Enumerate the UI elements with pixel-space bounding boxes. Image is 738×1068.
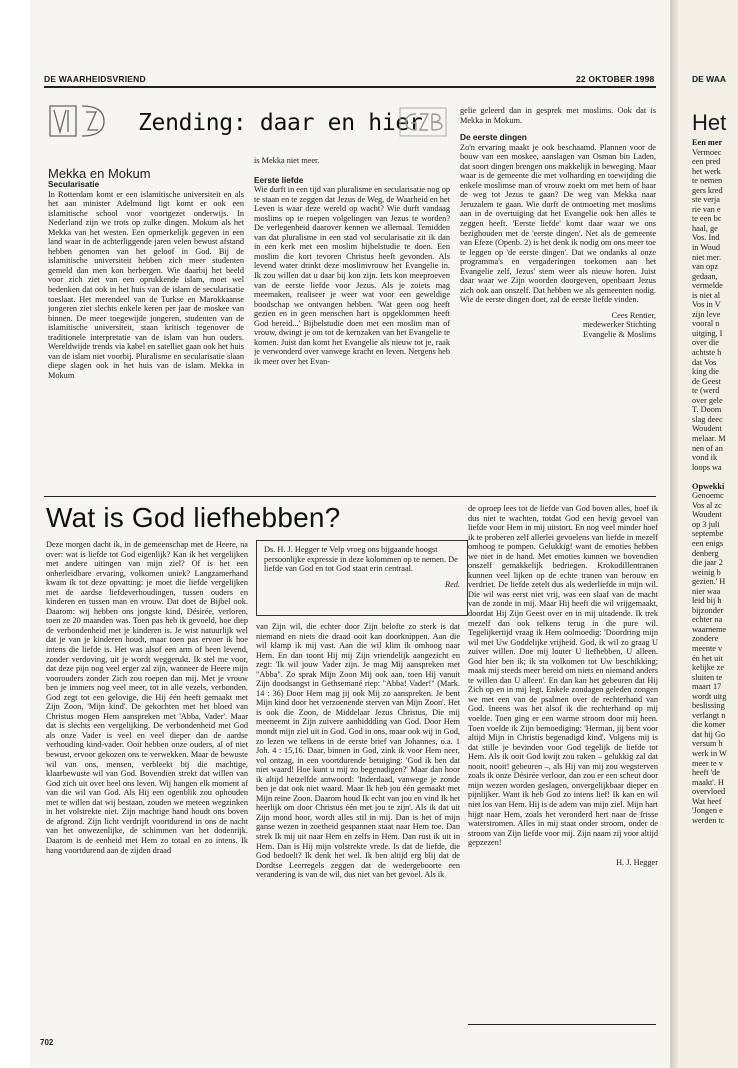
next-page-line: te een bc	[692, 214, 722, 224]
article1-heading: Mekka en Mokum	[48, 166, 151, 181]
article2-text-3: de oproep lees tot de liefde van God boven alles, hoef ik dus niet te wachten, totdat God een hevig gevoel van liefde voor Hem in mij uitstort. En nog veel minder hoef ik te proberen zelf allerlei gevoelens van liefde in mezelf omhoog te pompen. Gelukkig! want de emoties hebben we niet in de hand. Met emoties kunnen we bovendien onszelf gemakkelijk bedriegen. Krokodillentranen kunnen veel lijken op de echte tranen van berouw en verdriet. De liefde zetelt dus als wederliefde in mijn wil. Die wil was eerst niet vrij, was een slaaf van de macht van de zonde in mij. Maar Hij heeft die wil vrijgemaakt, doordat Hij Zijn Geest over en in mij uitadende. Ik trek mezelf dan ook telkens terug in die pure wil. Tegelijkertijd vraag ik Hem oolmoedig: 'Doordring mijn wil met Uw Goddelijke vrijheid. God, ik wil zo graag U zuiver willen. Doe mij louter U liefhebben, U alleen. God hier ben ik; ik sta volkomen tot Uw beschikking; maak mij steeds meer bereid om niets en niemand anders te willen dan U alleen'. En dan kan het gebeuren dat Hij Zich op en in mij legt. Enkele zondagen geleden zongen we met een van de psalmen over de rechterhand van God. Ineens was het alsof ik die rechterhand op mij voelde. Toen ging er een warme stroom door mij heen. Toen voelde ik Zijn bemoediging: 'Herman, jij bent voor altijd Mijn in Christis begenadigd kind'. Volgens mij is dat stille je bevinden voor God tegelijk de liefde tot Hem. Als ik ooit God kwijt zou raken – gelukkig zal dat nooit, nooit! gebeuren –, als Hij van mij zou wegsterven zoals ik onze Désirée verloor, dan zou er een scheut door mijn wezen worden geslagen, onvergelijkbaar dieper en pijnlijker. Want ik heb God zo intens lief! Ik kan en wil niet los van Hem. Hij is de adem van mijn ziel. Mijn hart hijgt naar Hem, zoals het veronderd hert naar de frisse waterstromen. Alles in mij staat onder stroom, onder de stroom van Zijn liefde voor mij. Zijn naam zij voor altijd gepzezen!	[468, 504, 658, 848]
next-page-line: niet mer.	[692, 252, 722, 262]
next-page-line: rie van e	[692, 204, 721, 214]
next-page-line: melaar. M	[692, 433, 726, 443]
article1-text-3-lead: gelie geleerd dan in gesprek met moslims. Ook dat is Mekka in Mokum.	[460, 106, 656, 125]
next-page-line: vond ik	[692, 453, 718, 463]
next-page-line: nen of an	[692, 443, 723, 453]
next-page-line: uitging, I	[692, 328, 723, 338]
next-page-line: gedaan,	[692, 271, 718, 281]
next-page-line: sluiten te	[692, 672, 723, 682]
next-page-line: heeft 'de	[692, 768, 720, 778]
next-page-line: over die	[692, 338, 719, 348]
next-page-line: dat Vos	[692, 357, 717, 367]
banner-title: Zending: daar en hier	[138, 110, 423, 136]
article1-text-1: In Rotterdam komt er een islamitische universiteit en als het aan minister Adelmund ligt komt er ook een islamitische school voor voortgezet onderwijs. In Nederland zijn we trots op zulke dingen. Mokum als het Mekka van het westen. Een opmerkelijk gegeven in een land waar in de achterliggende jaren velen bewust afstand hebben genomen van het geloof in God. Bij de islamitische universiteit hebben zich meer studenten gemeld dan men kon herbergen. Wie daarbij het beeld voor zich ziet van een oprukkende islam, moet wel bedenken dat ook in het huis van de islam de secularisatie toeslaat. Het merendeel van de Turkse en Marokkaanse jongeren ziet slechts enkele keren per jaar de moskee van binnen. De meer toegewijde jongeren, studenten van de islamitische universiteit, staan kritisch tegenover de traditionele interpretatie van de islam van hun ouders. Wereldwijde trends via kabel en satelliet gaan ook het huis van de islam niet voorbij. Pluralisme en secularisatie slaan diepe slagen ook in het huis van de islam. Mekka in Mokum	[48, 189, 244, 380]
next-page-column	[692, 138, 738, 825]
next-page-line: Vos. Ind	[692, 233, 720, 243]
next-page-line: denberg	[692, 548, 719, 558]
column-end-rule	[468, 1024, 656, 1025]
next-page-line: echter na	[692, 615, 723, 625]
next-page-line: zondere	[692, 634, 719, 644]
editorial-note-signature: Red.	[445, 579, 460, 589]
article1-column-3	[460, 106, 656, 492]
next-page-title: Het	[692, 110, 727, 135]
next-page-line: te nemen	[692, 176, 723, 186]
next-page-line: weinig b	[692, 567, 721, 577]
next-page-line: de Geest	[692, 376, 721, 386]
gzb-logo-icon	[396, 104, 450, 140]
next-page-line: T. Doom	[692, 405, 722, 415]
article2-column-1	[46, 540, 248, 1030]
next-page-line: bijzonder	[692, 605, 724, 615]
next-page-line: Wat heef	[692, 796, 722, 806]
article1-column-1	[48, 180, 244, 492]
next-page-line: het werk	[692, 166, 721, 176]
editorial-note-box	[256, 540, 468, 616]
next-page-line: op 3 juli	[692, 519, 720, 529]
next-page-line: zijn leve	[692, 309, 721, 319]
next-page-line: achtste h	[692, 348, 722, 358]
next-page-line: over gele	[692, 395, 723, 405]
next-page-line: Genoemc	[692, 491, 724, 501]
next-page-line: Woudent	[692, 424, 722, 434]
next-page-line: vermelde	[692, 281, 723, 291]
next-page-line: leid bij h	[692, 596, 722, 606]
gzb-logo-text	[31, 1, 33, 2]
next-page-line: Opwekki	[692, 481, 725, 491]
next-page-line: vooral n	[692, 319, 720, 329]
newspaper-page	[30, 0, 670, 1068]
next-page-line: gers kred	[692, 185, 723, 195]
article1-subheading-3: De eerste dingen	[460, 132, 527, 143]
next-page-line: meente v	[692, 643, 723, 653]
author-name: Cees Rentier,	[611, 310, 656, 320]
next-page-line: versum h	[692, 739, 723, 749]
next-page-line: loops wa	[692, 462, 722, 472]
publication-name: DE WAARHEIDSVRIEND	[44, 74, 146, 84]
next-page-line: wordt uitg	[692, 691, 727, 701]
vzb-logo-text: VZB	[48, 140, 50, 141]
next-page-line: werden tc	[692, 815, 725, 825]
next-page-line: te (werd	[692, 386, 720, 396]
article1-text-2: Wie durft in een tijd van pluralisme en secularisatie nog op te staan en te zeggen dat Jezus de Weg, de Waarheid en het Leven is waar deze wereld op wacht? Wie durft vandaag moslims op te roepen volgelingen van Jezus te worden? De verlegenheid daarover kennen we allemaal. Temidden van dat pluralisme in een stad vol secularisatie zit ik dan in een kerk met een moslim bijbelstudie te doen. Een moslim die kort tevoren Christus heeft gevonden. Als levend water drinkt deze moslimvrouw het Evangelie in. Ik zou willen dat u daar bij kon zijn. Iets kon meeproeven van de eerste liefde voor Jezus. Als je zoiets mag meemaken, realiseer je weer wat voor een geweldige boodschap we ontvangen hebben. 'Wat geen oog heeft gezien en in geen menschen hart is opgeklommen heeft God bereid...' Bijbelstudie doen met een moslim man of vrouw, dwingt je om tot de kernzaken van het Evangelie te komen. Juist dan komt het Evangelie als nieuw tot je, raak je verwonderd over vanwege kracht en leven. Nergens heb ik meer over het Evan-	[254, 185, 450, 366]
next-page-line: haal, ge	[692, 223, 718, 233]
article1-subheading-1: Secularisatie	[48, 180, 100, 189]
next-page-line: ste verja	[692, 195, 720, 205]
next-page-line: gezien.' H	[692, 577, 726, 587]
next-page-line: verlangt n	[692, 710, 726, 720]
next-page-line: die komer	[692, 720, 726, 730]
next-page-line: slag deec	[692, 414, 723, 424]
vzb-logo-icon	[46, 100, 114, 142]
next-page-line: maart 17	[692, 682, 722, 692]
article1-text-2-lead: is Mekka niet meer.	[254, 156, 320, 165]
next-page-line: een pred	[692, 157, 721, 167]
next-page-line: Vermoec	[692, 147, 722, 157]
next-page-header: DE WAA	[692, 74, 726, 84]
next-page-line: kelijke ze	[692, 663, 725, 673]
article1-text-3: Zo'n ervaring maakt je ook beschaamd. Plannen voor de bouw van een moskee, aanslagen van Osman bin Laden, dat soort dingen brengen ons makkelijk in beweging. Maar waar is de gemeente die met volharding en toewijding die enkele moslimse man of vrouw zoekt om met hem of haar de weg tot Jezus te gaan? De weg van Mekka naar Jeruzalem te gaan. Wie durft de ontmoeting met moslims aan in de overtuiging dat het Evangelie ook hen alles te zeggen heeft. 'Eerste liefde' komt daar waar we ons bezighouden met de 'eerste dingen'. Net als de gemeente van Efeze (Openb. 2) is het denk ik nodig om ons meer toe te leggen op 'de eerste dingen'. Dat we ondanks al onze programma's en vergaderingen toekomen aan het Evangelie zelf, Jezus' stem weer als nieuw horen. Juist daar waar we Zijn woorden doorgeven, openbaart Jezus zich ook aan onszelf. Dat hebben we als gemeenten nodig. Wie de eerste dingen doet, zal de eerste liefde vinden.	[460, 142, 656, 305]
article2-column-3	[468, 504, 658, 1030]
next-page-line	[692, 472, 738, 482]
next-page-line: overvloed	[692, 787, 726, 797]
next-page-line: die jaar 2	[692, 558, 723, 568]
author-org: Evangelie & Moslims	[583, 330, 656, 340]
page-gutter	[670, 0, 678, 1068]
next-page-line: Een mer	[692, 138, 723, 147]
next-page-line: werk in W	[692, 749, 727, 758]
next-page-line: septembe	[692, 529, 724, 539]
article2-text-2: van Zijn wil, die echter door Zijn belofte zo sterk is dat niemand en niets die draad ooit kan doorknippen. Aan die wil klamp ik mij vast. Aan die wil klim ik omhoog naar Hem. En dan toont Hij mij Zijn vriendelijk aangezicht en zegt: 'Ik wil jouw Vader zijn. Je mag Mij aanspreken met "Abba". Zo sprak Mijn Zoon Mij ook aan, toen Hij vanuit Zijn doodsangst in Gethsemané riep: "Abba! Vader!" (Mark. 14 : 36) Door Hem mag jij ook Mij zo aanspreken. Je bent Mijn kind door het verzoenende sterven van Mijn Zoon'. Het is ook die Zoon, de Middelaar Jezus Christus, Die mij meeneemt in Zijn zuivere aanhiddding van God. Door Hem mondt mijn ziel uit in God. God in ons, maar ook wij in God, zo lezen we telkens in de eerste brief van Johannes, o.a. 1 Joh. 4 : 15,16. Daar, binnen in God, zink ik voor Hem neer, vol ontzag, in een voortdurende betuiging: 'God ik ben dat niet waard! Hoe kunt u mij zo begenadigen?' Maar dan hoor ik altijd hetzelfde antwoord: 'Inderdaad, vanwege je zonde ben je dat ook niet waard. Maar Ik heb jou één gemaakt met Mijn reine Zoon. Daarom houd Ik echt van jou en vind Ik het heerlijk om door Christus één met jou te zijn'. Als ik dat uit Zijn mond hoor, wordt alles stil in mij. Dan is het of mijn ganse wezen in zoetheid gespannen staat naar Hem toe. Dan strek Ik mij uit naar Hem en zelfs in Hem. Dan rust ik uit in Hem. Dan is Hij mijn volstrekte vrede. Is dat de liefde, die God bedoelt? Ik denk het wel. Ik ben altijd erg blij dat de Dordtse Leerregels zeggen dat de wedergeboorte een verandering is van de wil, dus niet van het gevoel. Als ik	[256, 622, 460, 880]
next-page-line: Vos in V	[692, 300, 721, 310]
header-rule	[44, 86, 656, 88]
next-page-line: king die	[692, 367, 719, 377]
next-page-line: Woudent	[692, 510, 722, 520]
article2-signature: H. J. Hegger	[616, 857, 658, 867]
next-page-strip	[678, 0, 738, 1068]
article-divider	[44, 496, 656, 497]
next-page-line: maakt'. H	[692, 777, 724, 787]
article2-column-2	[256, 622, 460, 1030]
issue-date: 22 OKTOBER 1998	[576, 74, 655, 84]
author-role: medewerker Stichting	[582, 320, 656, 330]
next-page-line: van opz	[692, 262, 719, 272]
next-page-line: in Woud	[692, 243, 720, 253]
article1-column-2	[254, 156, 450, 492]
next-page-line: meer te v	[692, 758, 723, 768]
article1-subheading-2: Eerste liefde	[254, 174, 304, 185]
page-number: 702	[40, 1038, 54, 1047]
next-page-line: is niet al	[692, 290, 721, 300]
next-page-line: beslissing	[692, 701, 725, 711]
editorial-note-text: Ds. H. J. Hegger te Velp vroeg ons bijgaande hoogst persoonlijke expressie in deze kolommen op te nemen. De liefde van God en tot God staat erin centraal.	[264, 545, 458, 574]
next-page-line: dat hij Go	[692, 729, 726, 739]
next-page-line: én het uit	[692, 653, 723, 663]
article2-title: Wat is God liefhebben?	[46, 502, 341, 533]
next-page-line: 'Jongen e	[692, 806, 723, 816]
next-page-line: nier waa	[692, 586, 721, 596]
next-page-line: waarneme	[692, 624, 727, 634]
next-page-line: Vos al zc	[692, 500, 722, 510]
article1-author	[460, 311, 656, 340]
next-page-line: een enigs	[692, 538, 724, 548]
article2-text-1: Deze morgen dacht ik, in de gemeenschap met de Heere, na over: wat is liefde tot God eigenlijk? Kan ik het vergelijken met andere uitingen van mijn ziel? Of is het een onherleidbare ervaring, volkomen uniek? Langzamerhand kwam ik tot deze opvatting: je moet die liefde vergelijken met de aardse liefdeverhoudingen, tussen ouders en kinderen en tussen man en vrouw. Dat doet de Bijbel ook. Daarom: wij hebben ons jongste kind, Désirée, verloren, toen ze 20 maanden was. Toen pas heb ik gevoeld, hoe diep de verbondenheid met je kinderen is. Je wist natuurlijk wel dat je van je kinderen houdt, maar toen pas ervoer ik hoe intens die liefde is. Het was alsof een arm of been levend, zonder verdoving, uit je wordt weggerukt. Ik stel me voor, dat deze pijn nog veel erger zal zijn, wanneer de Heere mijn voorouders zonder Zich zou roepen dan mij. Met je vrouw ben je immers nog veel meer, tot in alle vezels, verbonden. God zegt tot een gelovige, die Hij één heeft gemaakt met Zijn Zoon, 'Mijn kind'. De gekochten met het bloed van Christus mogen Hem aanspreken met 'Abba, Vader'. Maar dat is slechts een vergelijking. De verbondenheid met God als onze Vader is veel en veel dieper dan de aardse verhouding kind-vader. Ooit hebben onze ouders, al of niet bewust, ervoor gekozen ons te verwekken. Maar de bewuste wil van ons, mensen, verbleekt bij die machtige, klaarbewuste wil van God. Bovendien strekt dat willen van God zich uit over heel ons leven. Wij hangen elk moment af van die wil van God. Als Hij een ogenblik zou ophouden met te willen dat wij bestaan, zouden we meteen wegzinken in het volstrekte niet. Zijn machtige hand houdt ons boven de afgrond. Zijn licht verdrijft voortdurend in ons de nacht van het onwezenlijke, de schimmen van het dodenrijk. Daarom is de eenheid met Hem zo totaal en zo intens. Ik hang voortdurend aan de zijden draad	[46, 540, 248, 855]
